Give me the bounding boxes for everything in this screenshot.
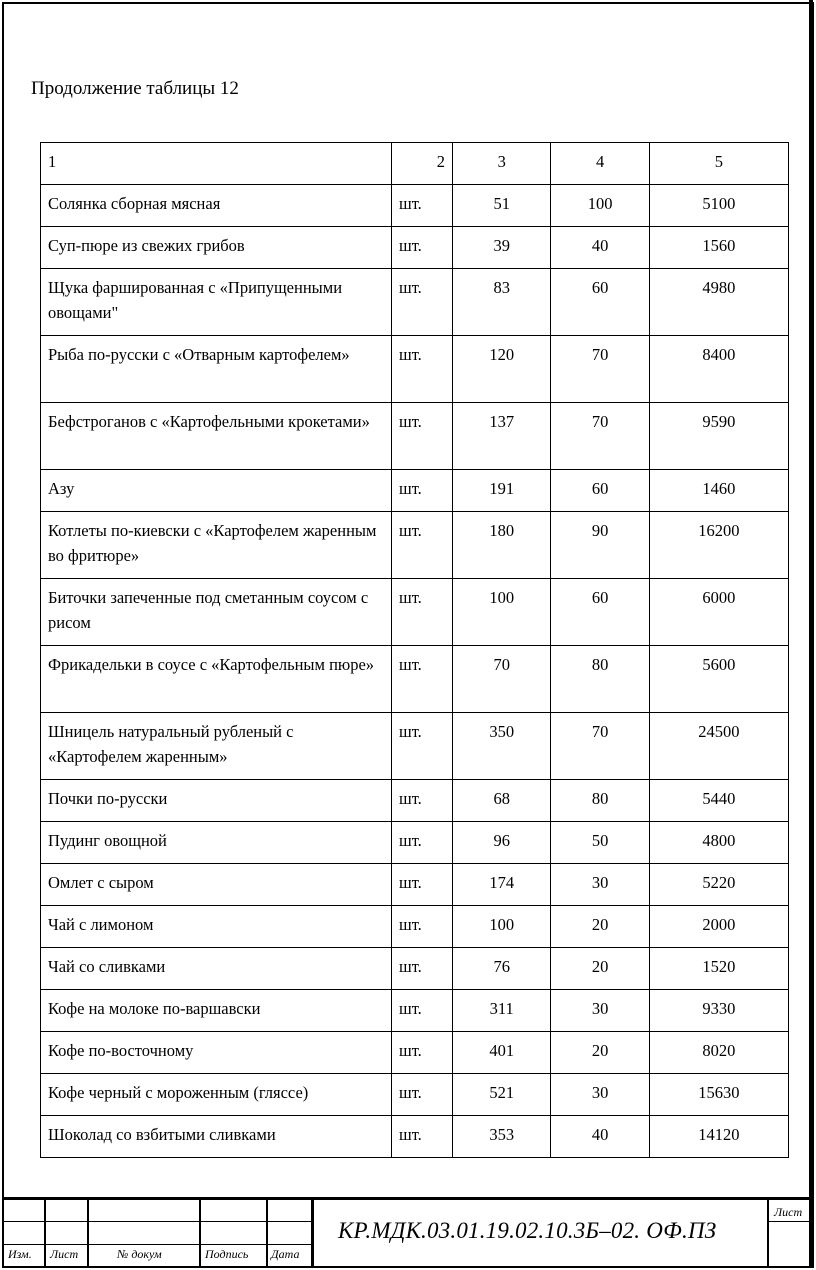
- table-row: [41, 470, 789, 512]
- col5-cell: 5600: [649, 646, 788, 713]
- table-caption: Продолжение таблицы 12: [31, 78, 239, 99]
- col3-cell: 51: [453, 185, 551, 227]
- col3-cell: 174: [453, 864, 551, 906]
- stamp-doc-no-label: № докум: [117, 1247, 162, 1261]
- col4-cell: 60: [551, 269, 649, 336]
- col3-cell: 39: [453, 227, 551, 269]
- dish-name-cell: Кофе черный с мороженным (гляссе): [41, 1074, 392, 1116]
- table-header-row: [41, 143, 789, 185]
- col5-cell: 8020: [649, 1032, 788, 1074]
- table-row: [41, 646, 789, 713]
- col3-cell: 100: [453, 906, 551, 948]
- col3-cell: 350: [453, 713, 551, 780]
- col4-cell: 50: [551, 822, 649, 864]
- col3-cell: 76: [453, 948, 551, 990]
- col3-cell: 83: [453, 269, 551, 336]
- table-row: [41, 185, 789, 227]
- unit-cell: шт.: [392, 403, 453, 470]
- col3-cell: 100: [453, 579, 551, 646]
- table-row: [41, 780, 789, 822]
- col5-cell: 1560: [649, 227, 788, 269]
- unit-cell: шт.: [392, 185, 453, 227]
- dish-name-cell: Омлет с сыром: [41, 864, 392, 906]
- unit-cell: шт.: [392, 948, 453, 990]
- unit-cell: шт.: [392, 470, 453, 512]
- col4-cell: 70: [551, 336, 649, 403]
- col5-cell: 16200: [649, 512, 788, 579]
- col4-cell: 70: [551, 403, 649, 470]
- col4-cell: 70: [551, 713, 649, 780]
- document-code: КР.МДК.03.01.19.02.10.3Б–02. ОФ.ПЗ: [338, 1218, 717, 1243]
- table-row: [41, 864, 789, 906]
- dish-name-cell: Фрикадельки в соусе с «Картофельным пюре»: [41, 646, 392, 713]
- col4-cell: 80: [551, 646, 649, 713]
- stamp-line: [311, 1198, 314, 1266]
- col3-cell: 70: [453, 646, 551, 713]
- unit-cell: шт.: [392, 227, 453, 269]
- table-row: [41, 822, 789, 864]
- col5-cell: 6000: [649, 579, 788, 646]
- header-cell-3: 3: [453, 143, 551, 185]
- table-row: [41, 1074, 789, 1116]
- dish-name-cell: Солянка сборная мясная: [41, 185, 392, 227]
- col4-cell: 60: [551, 579, 649, 646]
- unit-cell: шт.: [392, 1116, 453, 1158]
- col3-cell: 401: [453, 1032, 551, 1074]
- unit-cell: шт.: [392, 990, 453, 1032]
- col4-cell: 100: [551, 185, 649, 227]
- stamp-line: [767, 1198, 769, 1266]
- unit-cell: шт.: [392, 864, 453, 906]
- dish-name-cell: Котлеты по-киевски с «Картофелем жаренным во фритюре»: [41, 512, 392, 579]
- unit-cell: шт.: [392, 512, 453, 579]
- col3-cell: 180: [453, 512, 551, 579]
- dish-name-cell: Бефстроганов с «Картофельными крокетами»: [41, 403, 392, 470]
- col5-cell: 5220: [649, 864, 788, 906]
- col5-cell: 24500: [649, 713, 788, 780]
- unit-cell: шт.: [392, 1032, 453, 1074]
- col5-cell: 9590: [649, 403, 788, 470]
- col4-cell: 40: [551, 1116, 649, 1158]
- col5-cell: 15630: [649, 1074, 788, 1116]
- col3-cell: 521: [453, 1074, 551, 1116]
- menu-table: [40, 142, 789, 1158]
- dish-name-cell: Кофе на молоке по-варшавски: [41, 990, 392, 1032]
- col5-cell: 1520: [649, 948, 788, 990]
- col4-cell: 90: [551, 512, 649, 579]
- col4-cell: 60: [551, 470, 649, 512]
- col5-cell: 5440: [649, 780, 788, 822]
- unit-cell: шт.: [392, 269, 453, 336]
- table-row: [41, 403, 789, 470]
- stamp-line: [87, 1198, 89, 1266]
- dish-name-cell: Шоколад со взбитыми сливками: [41, 1116, 392, 1158]
- table-row: [41, 269, 789, 336]
- col4-cell: 30: [551, 1074, 649, 1116]
- col5-cell: 9330: [649, 990, 788, 1032]
- dish-name-cell: Биточки запеченные под сметанным соусом с рисом: [41, 579, 392, 646]
- col4-cell: 80: [551, 780, 649, 822]
- stamp-line: [768, 1221, 810, 1222]
- table-row: [41, 579, 789, 646]
- table-row: [41, 512, 789, 579]
- header-cell-4: 4: [551, 143, 649, 185]
- unit-cell: шт.: [392, 822, 453, 864]
- unit-cell: шт.: [392, 336, 453, 403]
- table-row: [41, 1116, 789, 1158]
- stamp-sheet-label: Лист: [774, 1205, 803, 1219]
- unit-cell: шт.: [392, 1074, 453, 1116]
- header-cell-2: 2: [392, 143, 453, 185]
- dish-name-cell: Шницель натуральный рубленый с «Картофелем жаренным»: [41, 713, 392, 780]
- col4-cell: 20: [551, 1032, 649, 1074]
- col5-cell: 8400: [649, 336, 788, 403]
- table-row: [41, 948, 789, 990]
- col3-cell: 137: [453, 403, 551, 470]
- col5-cell: 5100: [649, 185, 788, 227]
- unit-cell: шт.: [392, 780, 453, 822]
- col4-cell: 20: [551, 906, 649, 948]
- dish-name-cell: Кофе по-восточному: [41, 1032, 392, 1074]
- table-row: [41, 336, 789, 403]
- unit-cell: шт.: [392, 713, 453, 780]
- stamp-izm-label: Изм.: [8, 1247, 32, 1261]
- dish-name-cell: Суп-пюре из свежих грибов: [41, 227, 392, 269]
- col5-cell: 4800: [649, 822, 788, 864]
- unit-cell: шт.: [392, 646, 453, 713]
- unit-cell: шт.: [392, 906, 453, 948]
- col4-cell: 20: [551, 948, 649, 990]
- table-row: [41, 906, 789, 948]
- dish-name-cell: Пудинг овощной: [41, 822, 392, 864]
- col5-cell: 2000: [649, 906, 788, 948]
- header-cell-1: 1: [41, 143, 392, 185]
- stamp-line: [44, 1198, 46, 1266]
- col3-cell: 68: [453, 780, 551, 822]
- col4-cell: 30: [551, 990, 649, 1032]
- unit-cell: шт.: [392, 579, 453, 646]
- dish-name-cell: Чай с лимоном: [41, 906, 392, 948]
- table-row: [41, 227, 789, 269]
- page-frame-right-edge: [809, 0, 813, 1268]
- table-row: [41, 990, 789, 1032]
- col3-cell: 191: [453, 470, 551, 512]
- col4-cell: 40: [551, 227, 649, 269]
- dish-name-cell: Рыба по-русски с «Отварным картофелем»: [41, 336, 392, 403]
- col3-cell: 120: [453, 336, 551, 403]
- stamp-list-label: Лист: [50, 1247, 79, 1261]
- col3-cell: 96: [453, 822, 551, 864]
- table-row: [41, 713, 789, 780]
- header-cell-5: 5: [649, 143, 788, 185]
- col3-cell: 353: [453, 1116, 551, 1158]
- stamp-line: [199, 1198, 201, 1266]
- col4-cell: 30: [551, 864, 649, 906]
- dish-name-cell: Щука фаршированная с «Припущенными овощами": [41, 269, 392, 336]
- dish-name-cell: Почки по-русски: [41, 780, 392, 822]
- stamp-date-label: Дата: [271, 1247, 300, 1261]
- dish-name-cell: Азу: [41, 470, 392, 512]
- dish-name-cell: Чай со сливками: [41, 948, 392, 990]
- stamp-line: [266, 1198, 268, 1266]
- col5-cell: 4980: [649, 269, 788, 336]
- stamp-signature-label: Подпись: [205, 1247, 249, 1261]
- col5-cell: 14120: [649, 1116, 788, 1158]
- table-row: [41, 1032, 789, 1074]
- col3-cell: 311: [453, 990, 551, 1032]
- col5-cell: 1460: [649, 470, 788, 512]
